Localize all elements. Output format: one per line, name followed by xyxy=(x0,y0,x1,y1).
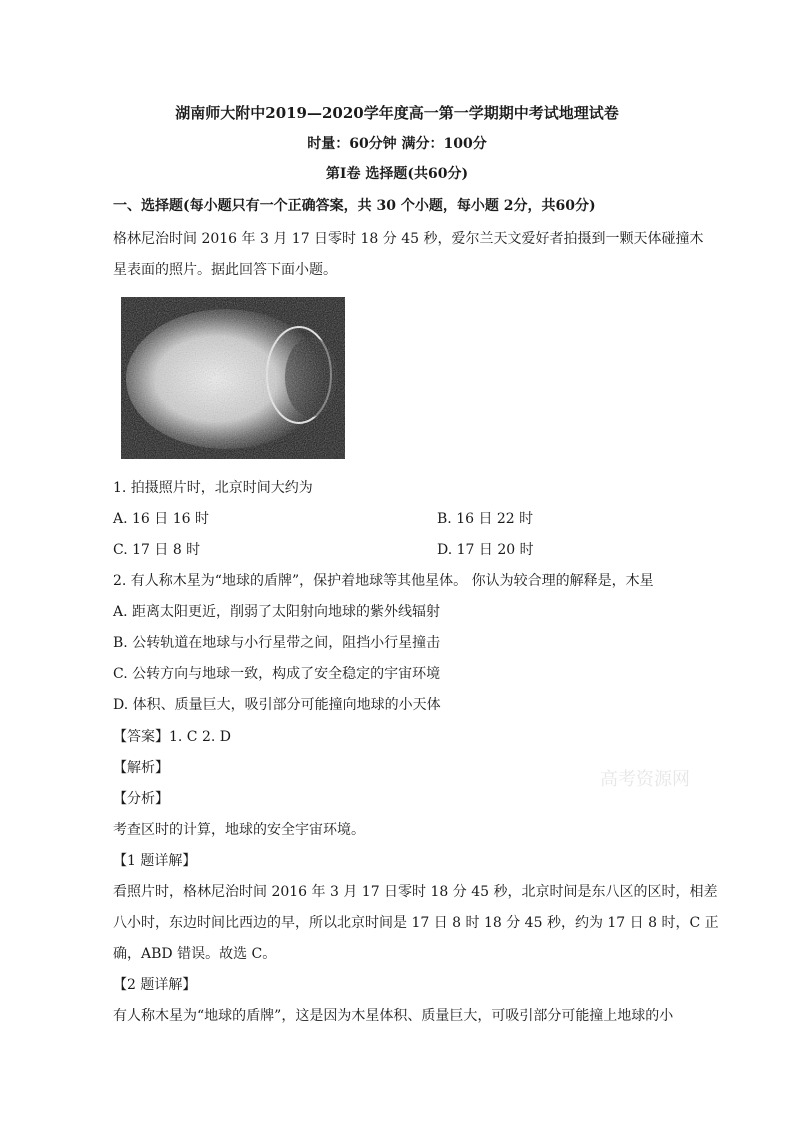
watermark: 高考资源网 xyxy=(600,769,690,790)
fenxi-heading: 【分析】 xyxy=(113,791,169,807)
q1-option-a[interactable]: A. 16 日 16 时 xyxy=(113,511,209,527)
exam-title: 湖南师大附中2019—2020学年度高一第一学期期中考试地理试卷 xyxy=(175,104,619,122)
detail-1-line-2: 八小时，东边时间比西边的早，所以北京时间是 17 日 8 时 18 分 45 秒，约为 17 日 8 时，C 正 xyxy=(113,915,719,931)
q2-option-c[interactable]: C. 公转方向与地球一致，构成了安全稳定的宇宙环境 xyxy=(113,666,441,682)
detail-1-line-3: 确，ABD 错误。故选 C。 xyxy=(113,946,277,962)
detail-2-line-1: 有人称木星为“地球的盾牌”，这是因为木星体积、质量巨大，可吸引部分可能撞上地球的小 xyxy=(113,1008,674,1024)
stem-line-1: 格林尼治时间 2016 年 3 月 17 日零时 18 分 45 秒，爱尔兰天文爱好者拍摄到一颗天体碰撞木 xyxy=(113,231,704,247)
jupiter-photo-icon xyxy=(121,297,345,459)
q1-option-b[interactable]: B. 16 日 22 时 xyxy=(437,511,534,527)
q2-option-d[interactable]: D. 体积、质量巨大，吸引部分可能撞向地球的小天体 xyxy=(113,697,441,713)
q1-option-c[interactable]: C. 17 日 8 时 xyxy=(113,542,201,558)
answer-line: 【答案】1. C 2. D xyxy=(113,729,232,745)
q2-option-a[interactable]: A. 距离太阳更近，削弱了太阳射向地球的紫外线辐射 xyxy=(113,604,441,620)
question-2: 2. 有人称木星为“地球的盾牌”，保护着地球等其他星体。 你认为较合理的解释是，木星 xyxy=(113,573,654,589)
stem-line-2: 星表面的照片。据此回答下面小题。 xyxy=(113,262,337,278)
fenxi-text: 考查区时的计算，地球的安全宇宙环境。 xyxy=(113,822,365,838)
q2-option-b[interactable]: B. 公转轨道在地球与小行星带之间，阻挡小行星撞击 xyxy=(113,635,441,651)
part-heading: 第Ⅰ卷 选择题(共60分) xyxy=(325,166,469,182)
time-score: 时量：60分钟 满分：100分 xyxy=(307,136,487,152)
detail-2-heading: 【2 题详解】 xyxy=(113,977,197,993)
question-1: 1. 拍摄照片时，北京时间大约为 xyxy=(113,480,313,496)
detail-1-heading: 【1 题详解】 xyxy=(113,853,197,869)
q1-option-d[interactable]: D. 17 日 20 时 xyxy=(437,542,534,558)
section-heading: 一、选择题(每小题只有一个正确答案，共 30 个小题，每小题 2分，共60分) xyxy=(113,198,596,214)
detail-1-line-1: 看照片时，格林尼治时间 2016 年 3 月 17 日零时 18 分 45 秒，北京时间是东八区的区时，相差 xyxy=(113,884,718,900)
analysis-heading: 【解析】 xyxy=(113,760,169,776)
